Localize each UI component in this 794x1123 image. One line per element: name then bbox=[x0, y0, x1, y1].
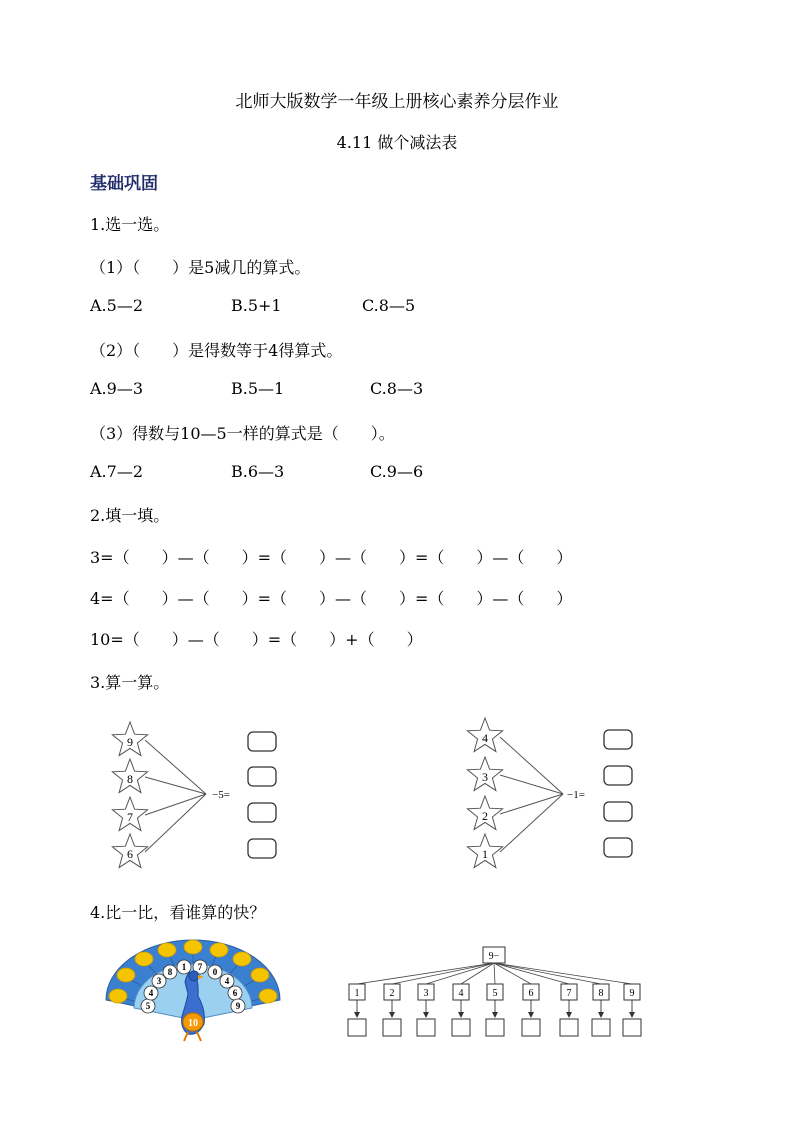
option-1-2-a[interactable]: A.9—3 bbox=[90, 379, 143, 398]
svg-text:9: 9 bbox=[127, 735, 133, 749]
tree-node-label: 5 bbox=[492, 988, 498, 999]
tree-answer-box[interactable] bbox=[383, 1019, 401, 1036]
arrow-down-icon bbox=[389, 1012, 395, 1018]
option-1-2-b[interactable]: B.5—1 bbox=[231, 379, 285, 398]
answer-box[interactable] bbox=[248, 732, 276, 751]
tree-answer-box[interactable] bbox=[592, 1019, 610, 1036]
tree-node-label: 8 bbox=[598, 988, 604, 999]
question-1-title: 1.选一选。 bbox=[90, 215, 170, 234]
arrow-down-icon bbox=[598, 1012, 604, 1018]
answer-box[interactable] bbox=[248, 767, 276, 786]
answer-box[interactable] bbox=[604, 730, 632, 749]
option-1-3-b[interactable]: B.6—3 bbox=[231, 462, 285, 481]
tree-node-label: 3 bbox=[423, 988, 429, 999]
svg-text:3: 3 bbox=[482, 770, 488, 784]
peacock-number: 7 bbox=[197, 962, 203, 972]
star-1 bbox=[467, 834, 502, 868]
option-1-1-a[interactable]: A.5—2 bbox=[90, 296, 143, 315]
tree-node-label: 1 bbox=[354, 988, 360, 999]
svg-text:1: 1 bbox=[482, 847, 488, 861]
page-title: 北师大版数学一年级上册核心素养分层作业 bbox=[235, 92, 559, 112]
question-3-title: 3.算一算。 bbox=[90, 673, 170, 692]
answer-box[interactable] bbox=[604, 766, 632, 785]
right-star-diagram bbox=[455, 712, 645, 872]
peacock-number: 4 bbox=[148, 988, 154, 998]
tree-answer-box[interactable] bbox=[417, 1019, 435, 1036]
star-2 bbox=[467, 796, 502, 830]
svg-text:6: 6 bbox=[127, 847, 133, 861]
star-9 bbox=[112, 722, 147, 756]
fill-line-2[interactable]: 4=（ ）—（ ）=（ ）—（ ）=（ ）—（ ） bbox=[90, 589, 573, 608]
peacock-number: 6 bbox=[232, 988, 238, 998]
peacock-number: 3 bbox=[156, 976, 162, 986]
svg-text:8: 8 bbox=[127, 772, 133, 786]
fill-line-3[interactable]: 10=（ ）—（ ）=（ ）+（ ） bbox=[90, 630, 423, 649]
answer-box[interactable] bbox=[248, 803, 276, 822]
svg-text:7: 7 bbox=[127, 810, 133, 824]
question-1-2-stem: （2）（ ）是得数等于4得算式。 bbox=[90, 341, 343, 360]
arrow-down-icon bbox=[458, 1012, 464, 1018]
svg-text:4: 4 bbox=[482, 731, 488, 745]
lesson-title: 4.11 做个减法表 bbox=[336, 133, 458, 152]
tree-node-label: 9 bbox=[629, 988, 635, 999]
tree-answer-box[interactable] bbox=[348, 1019, 366, 1036]
peacock-number: 1 bbox=[181, 962, 187, 972]
tree-answer-box[interactable] bbox=[452, 1019, 470, 1036]
arrow-down-icon bbox=[629, 1012, 635, 1018]
option-1-1-c[interactable]: C.8—5 bbox=[362, 296, 416, 315]
question-1-1-stem: （1）（ ）是5减几的算式。 bbox=[90, 258, 311, 277]
tree-node-label: 4 bbox=[458, 988, 464, 999]
fill-line-1[interactable]: 3=（ ）—（ ）=（ ）—（ ）=（ ）—（ ） bbox=[90, 548, 573, 567]
question-4-title: 4.比一比，看谁算的快？ bbox=[90, 903, 266, 922]
arrow-down-icon bbox=[492, 1012, 498, 1018]
arrow-down-icon bbox=[354, 1012, 360, 1018]
peacock-number: 0 bbox=[212, 967, 218, 977]
arrow-down-icon bbox=[423, 1012, 429, 1018]
tree-node-label: 6 bbox=[528, 988, 534, 999]
right-operator: −1= bbox=[567, 789, 585, 801]
option-1-1-b[interactable]: B.5+1 bbox=[231, 296, 282, 315]
peacock-illustration bbox=[100, 938, 286, 1044]
peacock-number: 4 bbox=[224, 976, 230, 986]
peacock-number: 9 bbox=[235, 1001, 241, 1011]
subtraction-tree bbox=[340, 944, 646, 1040]
option-1-3-a[interactable]: A.7—2 bbox=[90, 462, 143, 481]
tree-answer-box[interactable] bbox=[486, 1019, 504, 1036]
question-2-title: 2.填一填。 bbox=[90, 506, 170, 525]
peacock-number: 8 bbox=[167, 967, 173, 977]
tree-answer-box[interactable] bbox=[560, 1019, 578, 1036]
section-heading: 基础巩固 bbox=[90, 174, 158, 194]
tree-node-label: 7 bbox=[566, 988, 572, 999]
answer-box[interactable] bbox=[604, 802, 632, 821]
star-7 bbox=[112, 797, 147, 831]
tree-root-label: 9− bbox=[488, 951, 500, 962]
question-1-3-stem: （3）得数与10—5一样的算式是（ ）。 bbox=[90, 424, 395, 443]
svg-text:2: 2 bbox=[482, 809, 488, 823]
option-1-3-c[interactable]: C.9—6 bbox=[370, 462, 424, 481]
star-8 bbox=[112, 759, 147, 793]
answer-box[interactable] bbox=[248, 839, 276, 858]
star-4 bbox=[467, 718, 502, 752]
tree-answer-box[interactable] bbox=[623, 1019, 641, 1036]
left-operator: −5= bbox=[212, 789, 230, 801]
answer-box[interactable] bbox=[604, 838, 632, 857]
left-star-diagram bbox=[100, 712, 290, 872]
option-1-2-c[interactable]: C.8—3 bbox=[370, 379, 424, 398]
star-6 bbox=[112, 834, 147, 868]
tree-node-label: 2 bbox=[389, 988, 395, 999]
tree-answer-box[interactable] bbox=[522, 1019, 540, 1036]
peacock-body-number: 10 bbox=[188, 1018, 198, 1029]
star-3 bbox=[467, 757, 502, 791]
arrow-down-icon bbox=[566, 1012, 572, 1018]
peacock-number: 5 bbox=[145, 1001, 151, 1011]
arrow-down-icon bbox=[528, 1012, 534, 1018]
